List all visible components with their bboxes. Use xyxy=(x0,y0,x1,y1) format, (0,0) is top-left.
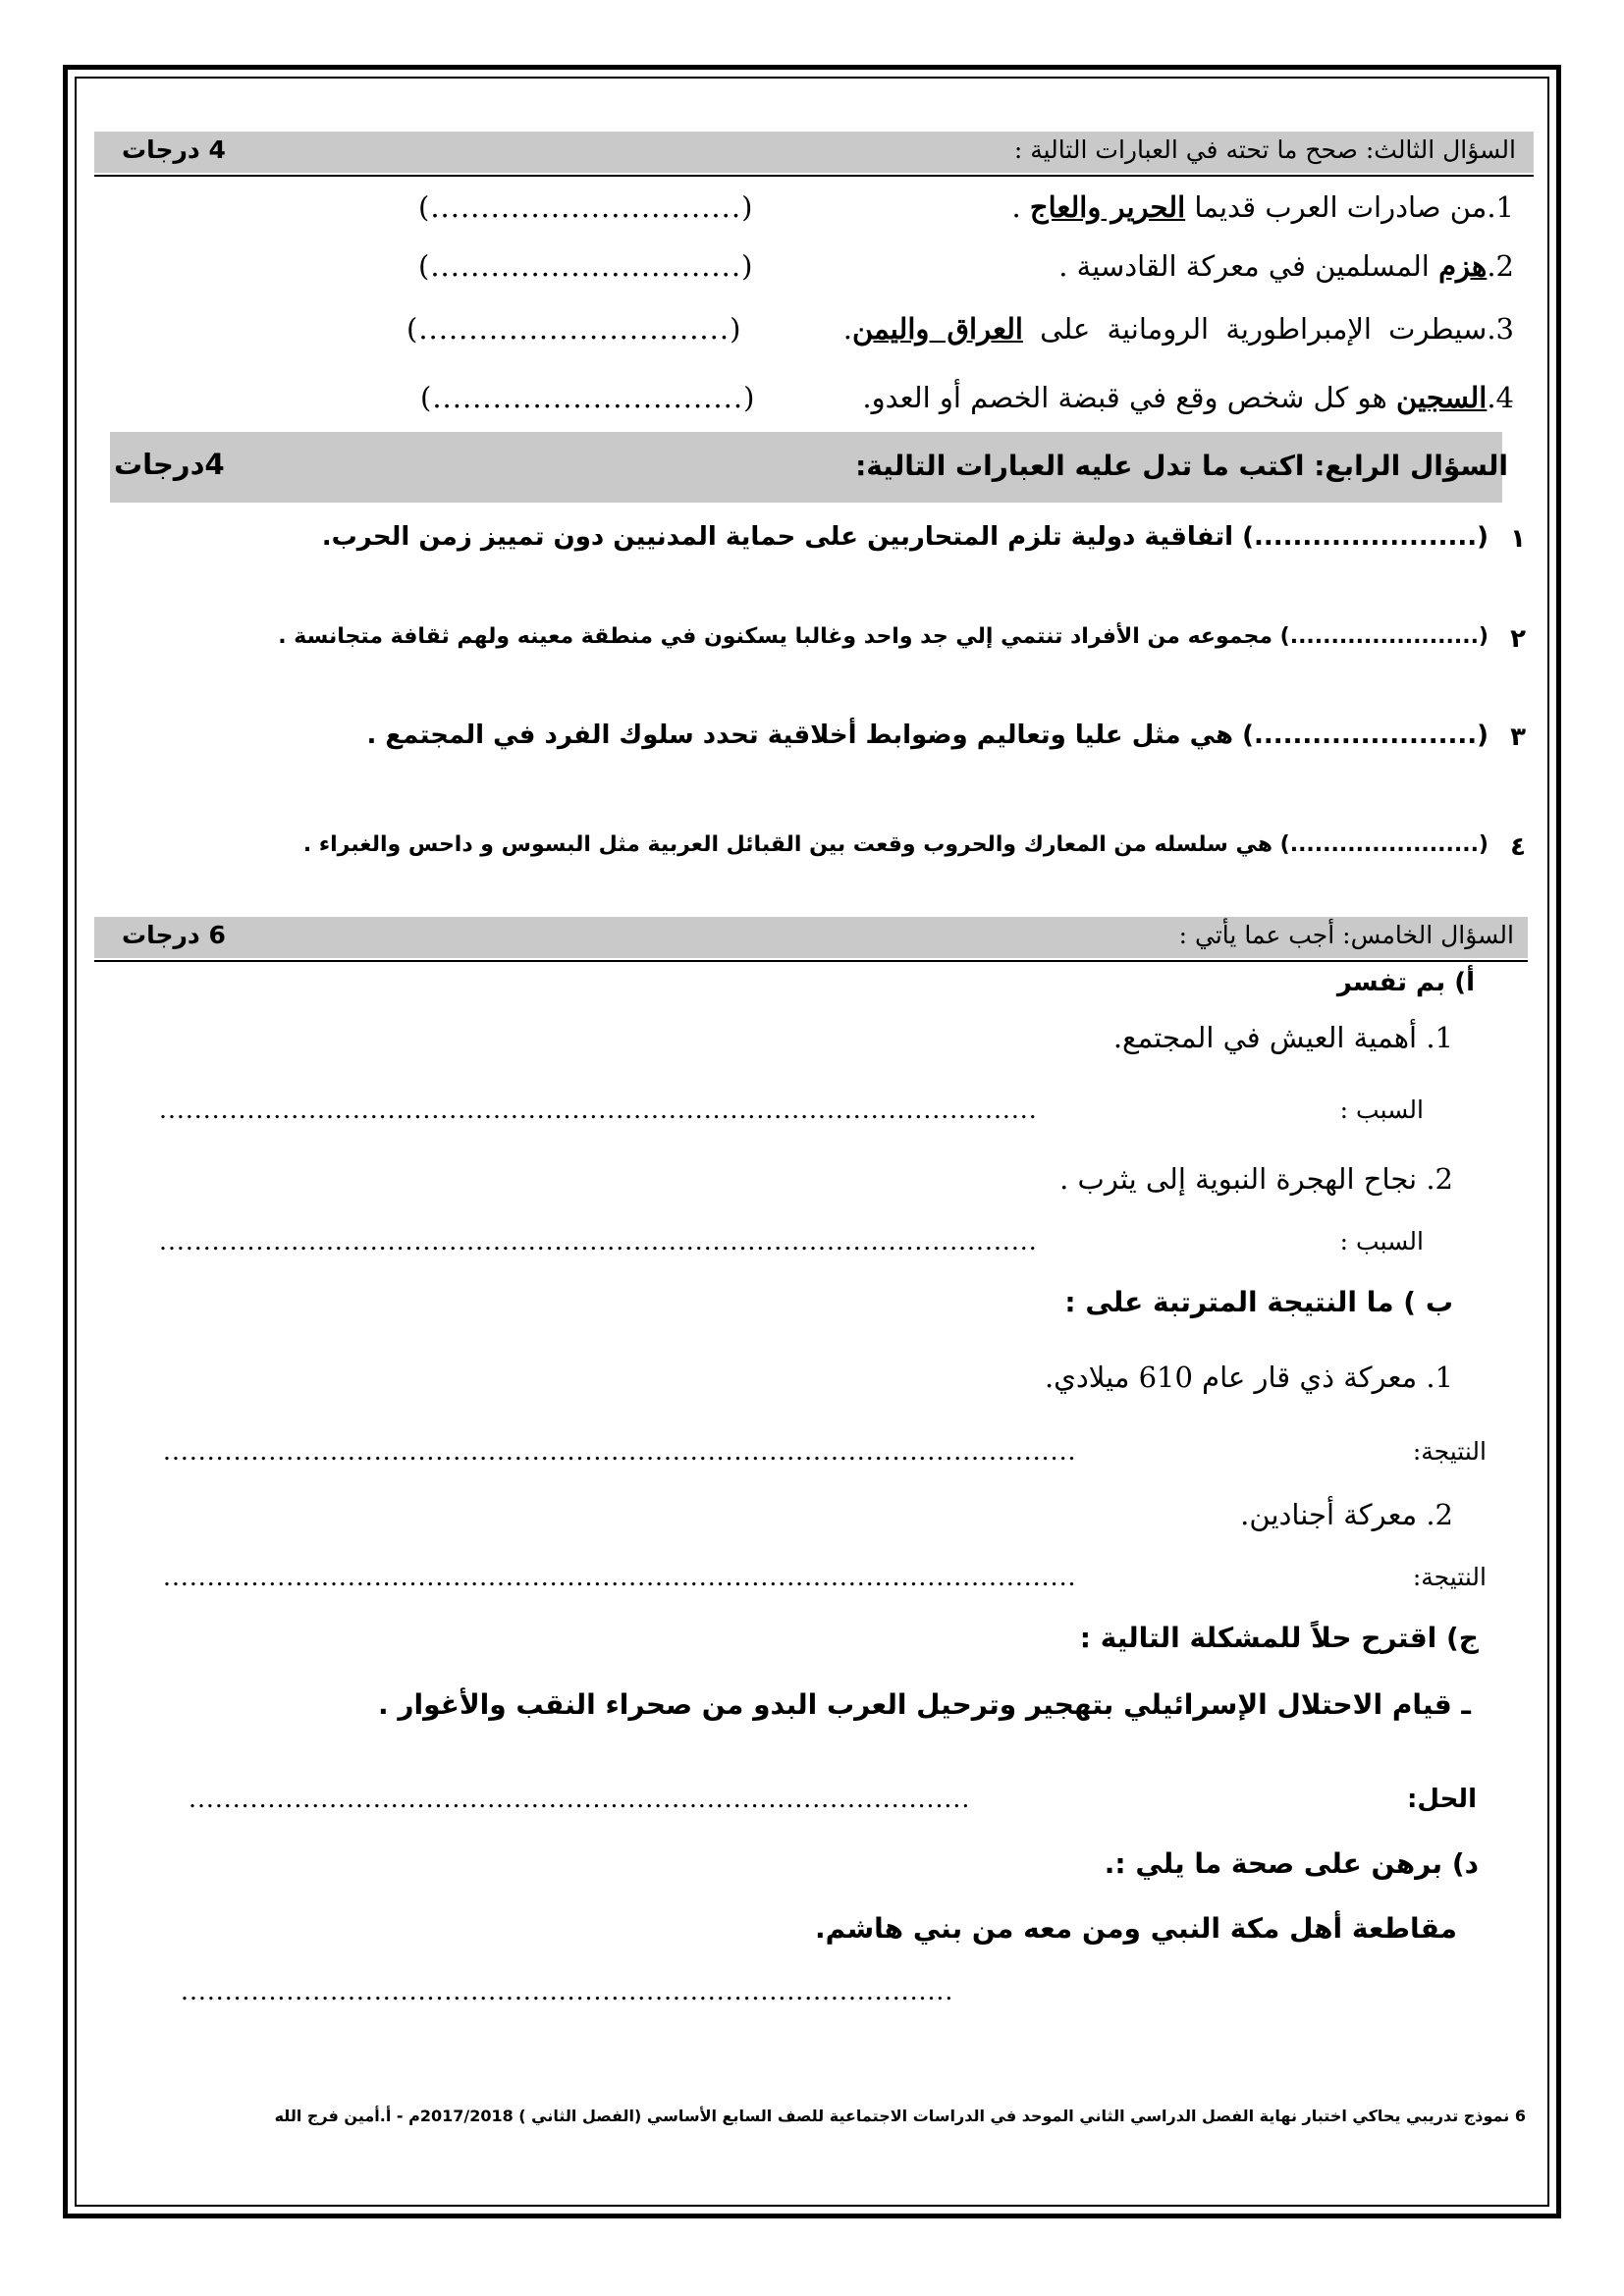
q4-item-3-num: ٣ xyxy=(1510,722,1526,752)
q5-c-answer[interactable]: ......................................................................................... xyxy=(189,1785,971,1813)
q4-item-text: هي مثل عليا وتعاليم وضوابط أخلاقية تحدد سلوك الفرد في المجتمع . xyxy=(366,721,1233,750)
q5-b-answer-label-2: النتيجة: xyxy=(1412,1563,1487,1591)
q4-item-4 xyxy=(303,832,1489,857)
q4-blank[interactable]: (.......................) xyxy=(1242,522,1489,552)
q5-c-title: ج) اقترح حلاً للمشكلة التالية : xyxy=(1079,1622,1479,1654)
q5-b-answer-2[interactable]: ........................................................................................................ xyxy=(163,1563,1077,1591)
q3-blank-1[interactable]: (...............................) xyxy=(418,190,754,224)
q3-item-2 xyxy=(1058,249,1514,283)
q5-a-answer-1[interactable]: .................................................................................................... xyxy=(159,1095,1038,1124)
q5-a-answer-label-1: السبب : xyxy=(1339,1095,1424,1124)
q5-item-text: معركة ذي قار عام 610 ميلادي. xyxy=(1044,1361,1418,1394)
q3-header-rule xyxy=(94,175,1534,177)
q5-a-title: أ) بم تفسر xyxy=(1336,968,1475,997)
q4-marks: 4درجات xyxy=(114,448,225,481)
q5-b-item-1 xyxy=(1045,1361,1453,1394)
footer-page-number: 6 xyxy=(1514,2107,1526,2125)
q5-title: السؤال الخامس: أجب عما يأتي : xyxy=(1178,921,1514,949)
q3-item-3 xyxy=(843,312,1514,346)
q3-item-num: 3. xyxy=(1487,312,1514,346)
q4-item-1-num: ١ xyxy=(1510,524,1526,554)
q3-item-text: هو كل شخص وقع في قبضة الخصم أو العدو. xyxy=(862,381,1397,414)
q4-item-2-num: ٢ xyxy=(1510,624,1526,654)
q3-title: السؤال الثالث: صحح ما تحته في العبارات التالية : xyxy=(1013,135,1516,164)
q4-item-1 xyxy=(322,522,1489,552)
q5-d-answer[interactable]: ........................................................................................ xyxy=(181,1977,954,2005)
q3-item-num: 2. xyxy=(1487,249,1514,283)
q5-marks: 6 درجات xyxy=(122,921,226,949)
q3-item-4 xyxy=(862,381,1514,414)
q4-item-text: مجموعه من الأفراد تنتمي إلي جد واحد وغالبا يسكنون في منطقة معينه ولهم ثقافة متجانسة . xyxy=(278,624,1272,649)
q5-a-item-1 xyxy=(1113,1021,1453,1054)
footer xyxy=(275,2107,1526,2125)
q3-blank-4[interactable]: (...............................) xyxy=(420,381,756,414)
q3-item-underlined: هزم xyxy=(1438,249,1488,283)
q5-item-num: 1. xyxy=(1426,1361,1453,1394)
q5-item-text: أهمية العيش في المجتمع. xyxy=(1112,1021,1418,1054)
q5-b-answer-label-1: النتيجة: xyxy=(1412,1437,1487,1466)
q5-b-item-2 xyxy=(1240,1498,1453,1531)
q5-c-answer-label: الحل: xyxy=(1406,1785,1477,1814)
q3-marks: 4 درجات xyxy=(122,135,226,164)
q5-d-title: د) برهن على صحة ما يلي :. xyxy=(1104,1847,1479,1880)
q5-c-problem: ـ قيام الاحتلال الإسرائيلي بتهجير وترحيل العرب البدو من صحراء النقب والأغوار . xyxy=(378,1688,1471,1721)
q5-d-statement: مقاطعة أهل مكة النبي ومن معه من بني هاشم. xyxy=(815,1912,1457,1945)
q5-header-rule xyxy=(94,960,1528,962)
q3-item-underlined: السجين xyxy=(1396,381,1488,414)
q3-item-text: سيطرت الإمبراطورية الرومانية على xyxy=(1022,312,1488,346)
q4-item-text: اتفاقية دولية تلزم المتحاربين على حماية المدنيين دون تمييز زمن الحرب. xyxy=(321,522,1233,552)
q5-item-num: 2. xyxy=(1426,1498,1453,1531)
q3-blank-3[interactable]: (...............................) xyxy=(406,312,742,346)
q5-item-text: معركة أجنادين. xyxy=(1240,1498,1418,1531)
q4-item-2 xyxy=(278,624,1489,649)
q5-a-item-2 xyxy=(1059,1162,1453,1196)
q3-item-underlined: العراق واليمن xyxy=(851,312,1023,346)
footer-text: نموذج تدريبي يحاكي اختبار نهاية الفصل الدراسي الثاني الموحد في الدراسات الاجتماعية للصف السابع الأساسي (الفصل الثاني ) 2017/2018م - أ.أمين فرج الله xyxy=(274,2107,1510,2125)
q3-item-text: المسلمين في معركة القادسية . xyxy=(1058,249,1439,283)
q3-item-num: 4. xyxy=(1487,381,1514,414)
q4-blank[interactable]: (.......................) xyxy=(1279,624,1489,649)
q5-item-text: نجاح الهجرة النبوية إلى يثرب . xyxy=(1059,1162,1418,1196)
q4-item-4-num: ٤ xyxy=(1510,832,1526,862)
q3-item-underlined: الحرير والعاج xyxy=(1029,190,1186,224)
q4-item-text: هي سلسله من المعارك والحروب وقعت بين القبائل العربية مثل البسوس و داحس والغبراء . xyxy=(302,832,1272,857)
q5-a-answer-label-2: السبب : xyxy=(1339,1227,1424,1255)
q4-title: السؤال الرابع: اكتب ما تدل عليه العبارات التالية: xyxy=(855,450,1508,482)
q5-b-answer-1[interactable]: ........................................................................................................ xyxy=(163,1437,1077,1466)
q3-item-num: 1. xyxy=(1487,190,1514,224)
q4-blank[interactable]: (.......................) xyxy=(1279,832,1489,857)
q3-blank-2[interactable]: (...............................) xyxy=(418,249,754,283)
q5-a-answer-2[interactable]: .................................................................................................... xyxy=(159,1227,1038,1255)
q4-item-3 xyxy=(366,721,1489,750)
q3-item-text: من صادرات العرب قديما xyxy=(1185,190,1488,224)
q3-item-1 xyxy=(1011,190,1514,224)
q4-blank[interactable]: (.......................) xyxy=(1242,721,1489,750)
q5-b-title: ب ) ما النتيجة المترتبة على : xyxy=(1064,1286,1453,1318)
q5-item-num: 2. xyxy=(1426,1162,1453,1196)
q5-item-num: 1. xyxy=(1426,1021,1453,1054)
q3-item-text: . xyxy=(842,312,852,346)
q3-item-text: . xyxy=(1011,190,1030,224)
